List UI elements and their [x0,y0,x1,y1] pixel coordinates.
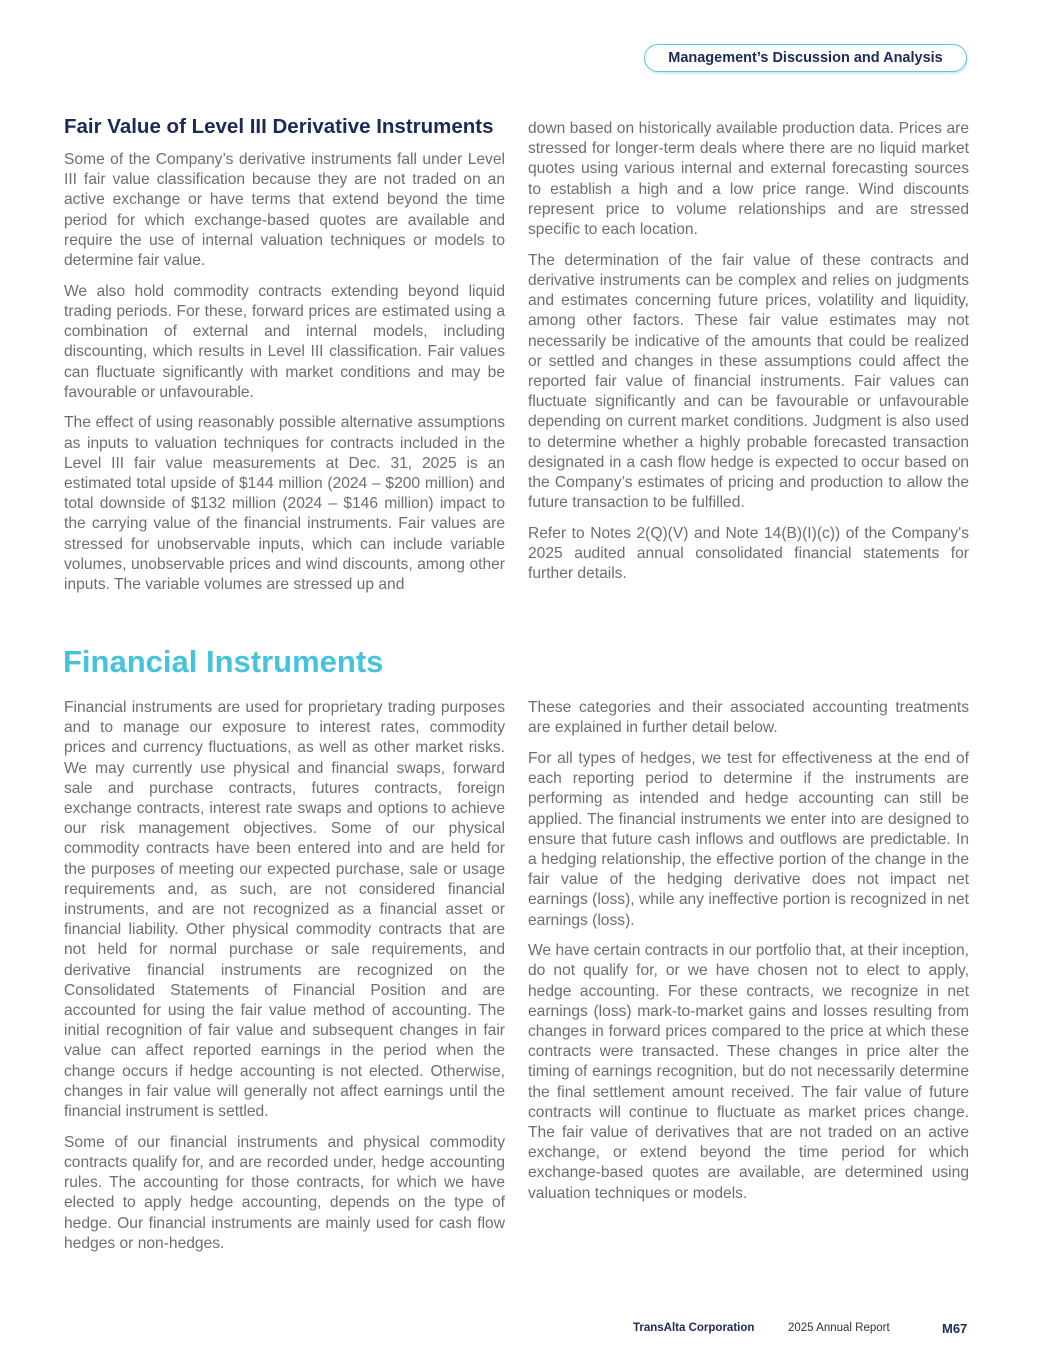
financial-instruments-right-column [528,698,969,1204]
paragraph: Refer to Notes 2(Q)(V) and Note 14(B)(I)(c)) of the Company's 2025 audited annual consolidated financial statements for further details. [528,524,969,583]
section-header-badge: Management’s Discussion and Analysis [644,44,967,72]
financial-instruments-left-column [64,698,505,1254]
paragraph: These categories and their associated accounting treatments are explained in further detail below. [528,699,969,737]
paragraph: The effect of using reasonably possible alternative assumptions as inputs to valuation techniques for contracts included in the Level III fair value measurements at Dec. 31, 2025 is an estimated total upside of $144 million (2024 – $200 million) and total downside of $132 million (2024 – $146 million) impact to the carrying value of the financial instruments. Fair values are stressed for unobservable inputs, which can include variable volumes, unobservable prices and wind discounts, among other inputs. The variable volumes are stressed up and [64,414,505,594]
paragraph: We have certain contracts in our portfolio that, at their inception, do not qualify for, or we have chosen not to elect to apply, hedge accounting. For these contracts, we recognize in net earnings (loss) mark-to-market gains and losses resulting from changes in forward prices compared to the price at which these contracts were transacted. These changes in price alter the timing of earnings recognition, but do not necessarily determine the final settlement amount received. The fair value of future contracts will continue to fluctuate as market prices change. The fair value of derivatives that are not traded on an active exchange, or extend beyond the time period for which exchange-based quotes are available, are determined using valuation techniques or models. [528,942,969,1202]
paragraph: Some of our financial instruments and physical commodity contracts qualify for, and are recorded under, hedge accounting rules. The accounting for those contracts, for which we have elected to apply hedge accounting, depends on the type of hedge. Our financial instruments are mainly used for cash flow hedges or non-hedges. [64,1133,505,1252]
paragraph: For all types of hedges, we test for effectiveness at the end of each reporting period to determine if the instruments are performing as intended and hedge accounting can still be applied. The financial instruments we enter into are designed to ensure that future cash inflows and outflows are predictable. In a hedging relationship, the effective portion of the change in the fair value of the hedging derivative does not impact net earnings (loss), while any ineffective portion is recognized in net earnings (loss). [528,749,969,929]
paragraph: down based on historically available production data. Prices are stressed for longer-term deals where there are no liquid market quotes using various internal and external forecasting sources to establish a high and a low price range. Wind discounts represent price to volume relationships and are stressed specific to each location. [528,120,969,239]
fair-value-right-column [528,119,969,584]
paragraph: The determination of the fair value of these contracts and derivative instruments can be complex and relies on judgments and estimates concerning future prices, volatility and liquidity, among other factors. These fair value estimates may not necessarily be indicative of the amounts that could be realized or settled and changes in these assumptions could affect the reported fair value of financial instruments. Fair values can fluctuate significantly and can be favourable or unfavourable depending on current market conditions. Judgment is also used to determine whether a highly probable forecasted transaction designated in a cash flow hedge is expected to occur based on the Company’s estimates of pricing and production to allow the future transaction to be fulfilled. [528,251,969,512]
paragraph: Some of the Company’s derivative instruments fall under Level III fair value classification because they are not traded on an active exchange or have terms that extend beyond the time period for which exchange-based quotes are available and require the use of internal valuation techniques or models to determine fair value. [64,151,505,270]
footer-company: TransAlta Corporation [633,1322,755,1334]
paragraph: Financial instruments are used for proprietary trading purposes and to manage our exposure to interest rates, commodity prices and currency fluctuations, as well as other market risks. We may currently use physical and financial swaps, forward sale and purchase contracts, futures contracts, foreign exchange contracts, interest rate swaps and options to achieve our risk management objectives. Some of our physical commodity contracts have been entered into and are held for the purposes of meeting our expected purchase, sale or usage requirements and, as such, are not considered financial instruments, and are not recognized as a financial asset or financial liability. Other physical commodity contracts that are not held for normal purchase or sale requirements, and derivative financial instruments are recognized on the Consolidated Statements of Financial Position and are accounted for using the fair value method of accounting. The initial recognition of fair value and subsequent changes in fair value can affect reported earnings in the period when the change occurs if hedge accounting is not elected. Otherwise, changes in fair value will generally not affect earnings until the financial instrument is settled. [64,699,505,1121]
page-number: M67 [942,1321,968,1336]
fair-value-heading: Fair Value of Level III Derivative Instruments [64,115,494,138]
footer-report-title: 2025 Annual Report [788,1322,890,1334]
paragraph: We also hold commodity contracts extending beyond liquid trading periods. For these, forward prices are estimated using a combination of external and internal models, including discounting, which results in Level III classification. Fair values can fluctuate significantly with market conditions and may be favourable or unfavourable. [64,282,505,401]
fair-value-left-column [64,150,505,595]
financial-instruments-heading: Financial Instruments [63,644,384,679]
